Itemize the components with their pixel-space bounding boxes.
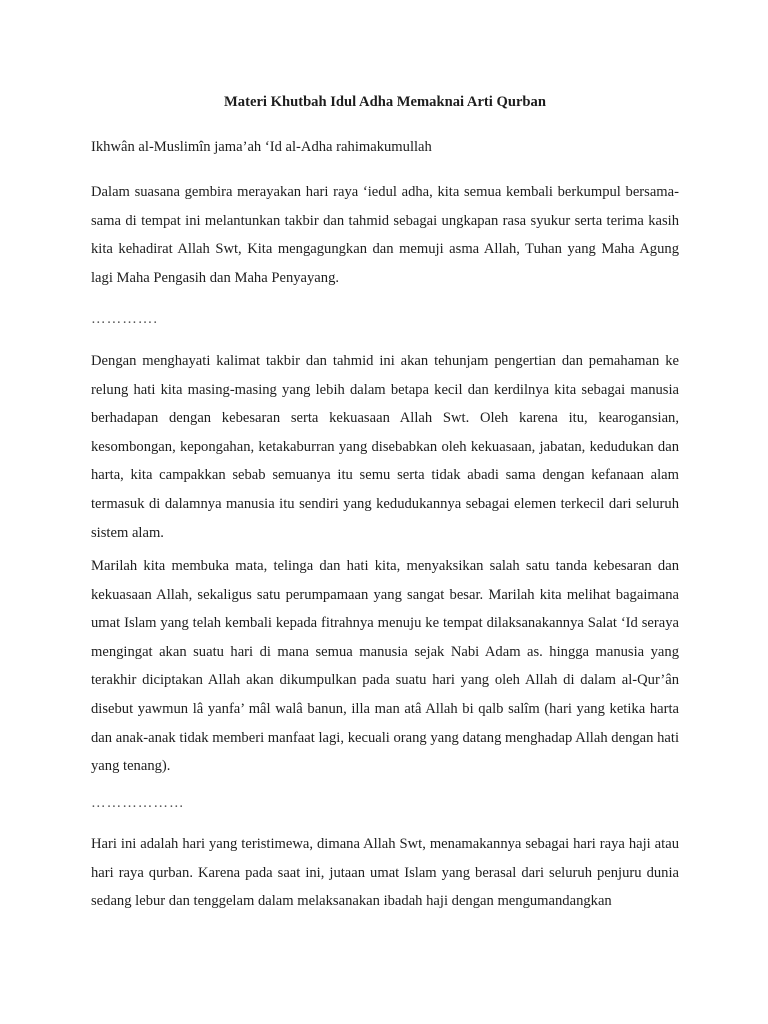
ellipsis-separator-2: ……………… [91,795,185,811]
paragraph-1: Dalam suasana gembira merayakan hari raya ‘iedul adha, kita semua kembali berkumpul bersama-sama di tempat ini melantunkan takbir dan tahmid sebagai ungkapan rasa syukur serta terima kasih kita kehadirat Allah Swt, Kita mengagungkan dan memuji asma Allah, Tuhan yang Maha Agung lagi Maha Pengasih dan Maha Penyayang. [91,184,679,286]
paragraph-4: Hari ini adalah hari yang teristimewa, dimana Allah Swt, menamakannya sebagai hari raya haji atau hari raya qurban. Karena pada saat ini, jutaan umat Islam yang berasal dari seluruh penjuru dunia sedang lebur dan tenggelam dalam melaksanakan ibadah haji dengan mengumandangkan [91,836,679,910]
paragraph-2: Dengan menghayati kalimat takbir dan tahmid ini akan tehunjam pengertian dan pemahaman ke relung hati kita masing-masing yang lebih dalam betapa kecil dan kerdilnya kita sebagai manusia berhadapan dengan kebesaran serta kekuasaan Allah Swt. Oleh karena itu, kearogansian, kesombongan, kepongahan, ketakaburran yang disebabkan oleh kekuasaan, jabatan, kedudukan dan harta, kita campakkan sebab semuanya itu semu serta tidak abadi sama dengan kefanaan alam termasuk di dalamnya manusia itu sendiri yang kedudukannya sebagai elemen terkecil dari seluruh sistem alam. [91,353,679,541]
paragraph-3: Marilah kita membuka mata, telinga dan hati kita, menyaksikan salah satu tanda kebesaran dan kekuasaan Allah, sekaligus satu perumpamaan yang sangat besar. Marilah kita melihat bagaimana umat Islam yang telah kembali kepada fitrahnya menuju ke tempat dilaksanakannya Salat ‘Id seraya mengingat akan suatu hari di mana semua manusia sejak Nabi Adam as. hingga manusia yang terakhir diciptakan Allah akan dikumpulkan pada suatu hari yang oleh Allah di dalam al-Qur’ân disebut yawmun lâ yanfa’ mâl walâ banun, illa man atâ Allah bi qalb salîm (hari yang ketika harta dan anak-anak tidak memberi manfaat lagi, kecuali orang yang datang menghadap Allah dengan hati yang tenang). [91,558,679,775]
document-title: Materi Khutbah Idul Adha Memaknai Arti Qurban [224,94,546,110]
ellipsis-separator-1: …………. [91,311,159,327]
greeting-line: Ikhwân al-Muslimîn jama’ah ‘Id al-Adha rahimakumullah [91,139,432,155]
